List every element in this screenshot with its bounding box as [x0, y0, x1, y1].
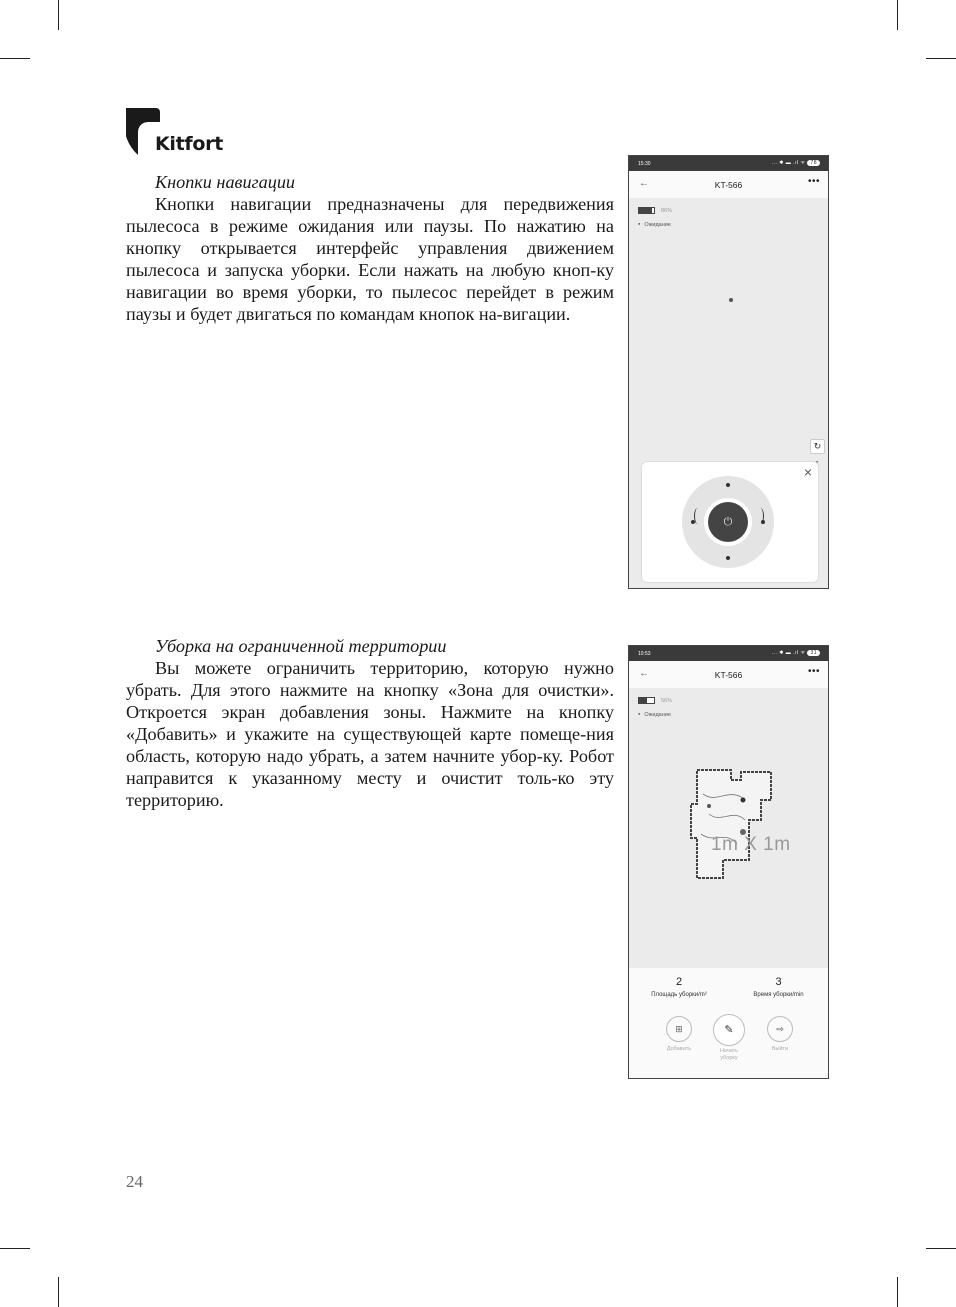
phone-screenshot-navigation [628, 155, 829, 589]
close-icon[interactable]: × [803, 464, 812, 480]
crop-mark [926, 58, 956, 59]
stat-area [629, 976, 729, 998]
section-navigation-buttons [126, 171, 614, 325]
zone-selection[interactable]: 1m X 1m [711, 834, 791, 855]
page-number: 24 [126, 1172, 143, 1191]
action-exit[interactable] [760, 1016, 800, 1052]
device-title: KT-566 [714, 670, 743, 680]
status-bar [629, 156, 828, 171]
crop-mark [58, 1277, 59, 1307]
nav-right-arc [757, 508, 764, 524]
robot-state: ● Ожидание [638, 711, 671, 718]
inner-ring [704, 498, 752, 546]
section-title: Кнопки навигации [155, 172, 296, 192]
brand-name: Kitfort [155, 133, 223, 155]
action-label: Добавить [666, 1046, 692, 1052]
battery-label: 86% [661, 207, 673, 214]
floor-map [687, 764, 777, 884]
status-icons: ... ✱ ▬ .ıl ᯤ 78 [772, 160, 820, 166]
battery-label: 56% [661, 697, 673, 704]
stat-label: Площадь уборки/m² [651, 992, 707, 998]
back-arrow-icon[interactable]: ← [639, 668, 649, 679]
battery-icon [638, 697, 655, 704]
robot-state: ● Ожидание [638, 221, 671, 228]
more-menu-icon[interactable]: ••• [807, 666, 820, 677]
app-bar [629, 171, 828, 198]
battery-icon [638, 207, 655, 214]
battery-badge: 78 [807, 160, 820, 166]
nav-down-dot[interactable] [726, 556, 730, 560]
exit-icon: ⇨ [767, 1016, 793, 1042]
navigation-pad[interactable] [682, 476, 774, 568]
robot-position-dot [729, 298, 733, 302]
add-zone-icon: ⊞ [666, 1016, 692, 1042]
broom-icon: ✎ [713, 1014, 745, 1046]
crop-mark [0, 58, 30, 59]
battery-badge: 31 [807, 650, 820, 656]
section-title: Уборка на ограниченной территории [155, 636, 447, 656]
back-arrow-icon[interactable]: ← [639, 178, 649, 189]
stat-time [729, 976, 828, 998]
action-add[interactable] [659, 1016, 699, 1052]
action-start-cleaning[interactable] [709, 1014, 749, 1062]
battery-indicator [638, 207, 672, 214]
stat-value: 3 [775, 976, 782, 988]
status-time: 10:53 [638, 651, 651, 657]
crop-mark [0, 1248, 30, 1249]
crop-mark [58, 0, 59, 30]
device-title: KT-566 [714, 180, 743, 190]
section-zone-cleaning [126, 635, 614, 811]
action-label: Начать уборку [719, 1048, 739, 1061]
nav-left-arc [694, 508, 701, 524]
status-bar [629, 646, 828, 661]
power-icon: ⏻ [723, 516, 733, 528]
power-button[interactable] [708, 502, 748, 542]
phone-screenshot-zone [628, 645, 829, 1079]
zone-bottom-panel [629, 968, 828, 1078]
crop-mark [897, 0, 898, 30]
section-body: Кнопки навигации предназначены для передвижения пылесоса в режиме ожидания или паузы. По нажатию на кнопку открывается интерфейс управления движением пылесоса и запуска уборки. Если нажать на любую кноп-ку навигации во время уборки, то пылесос перейдет в режим паузы и будет двигаться по командам кнопок на-вигации. [126, 194, 614, 324]
stat-value: 2 [675, 976, 683, 988]
action-label: Выйти [771, 1046, 789, 1052]
stat-label: Время уборки/min [753, 992, 804, 998]
navigation-panel [641, 461, 819, 583]
status-icons: ... ✱ ▬ .ıl ᯤ 31 [772, 650, 820, 656]
refresh-icon[interactable]: ↻ [810, 439, 825, 454]
section-body: Вы можете ограничить территорию, которую нужно убрать. Для этого нажмите на кнопку «Зона для очистки». Откроется экран добавления зоны. Нажмите на кнопку «Добавить» и укажите на существующей карте помеще-ния область, которую надо убрать, а затем начните убор-ку. Робот направится к указанному месту и очистит толь-ко эту территорию. [126, 658, 614, 810]
app-bar [629, 661, 828, 688]
battery-indicator [638, 697, 672, 704]
crop-mark [897, 1277, 898, 1307]
more-menu-icon[interactable]: ••• [807, 176, 820, 187]
status-time: 15:30 [638, 161, 651, 167]
crop-mark [926, 1248, 956, 1249]
nav-up-dot[interactable] [726, 483, 730, 487]
